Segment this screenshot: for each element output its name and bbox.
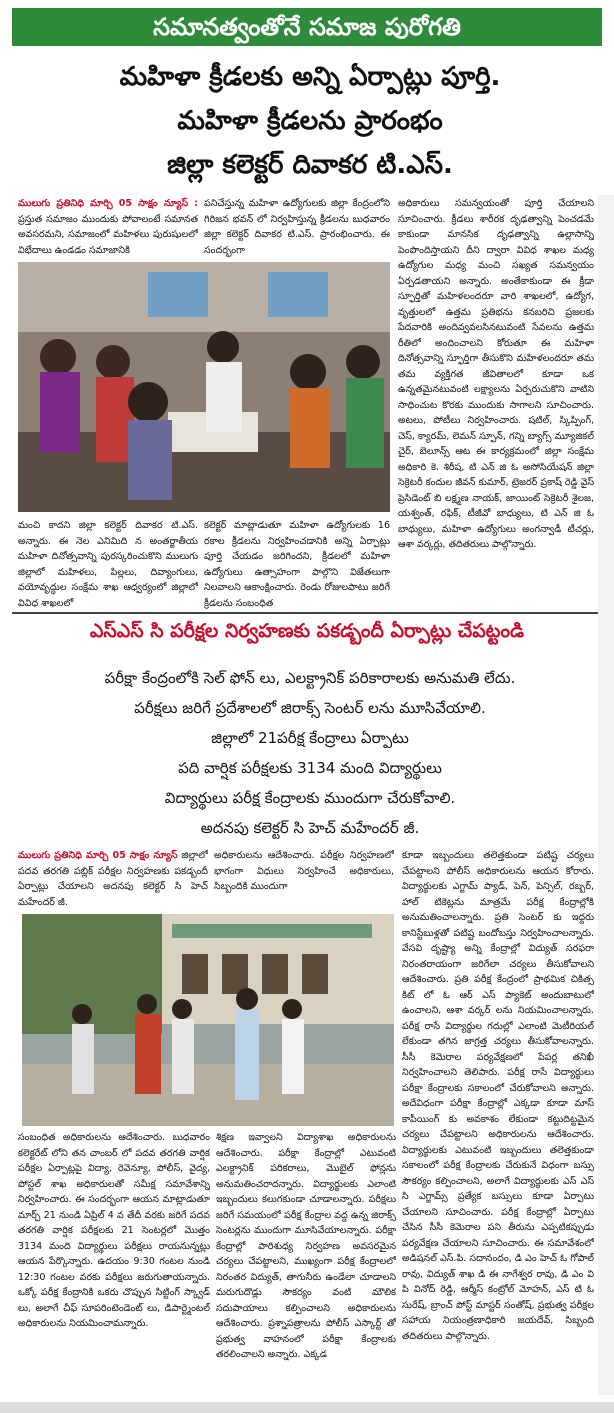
story2-deck-line-2: పరీక్షలు జరిగే ప్రదేశాలలో జిరాక్స్ సెంటర్ లను మూసివేయాలి. xyxy=(134,699,486,717)
story1-dateline: ములుగు ప్రతినిధి మార్చి 05 సాక్షం న్యూస్ : xyxy=(18,198,198,209)
story1-column-2-top: పనిచేస్తున్న మహిళా ఉద్యోగులకు జిల్లా కేంద్రంలోని గిరిజన భవన్ లో నిర్వహిస్తున్న క్రీడలను బుధవారం జిల్లా కలెక్టర్ దివాకర టి.ఎస్. ప్రారంభించారు. ఈ సందర్భంగా xyxy=(204,198,390,256)
story1-column-1-top-text: ప్రస్తుత సమాజం ముందుకు పోవాలంటే సమానత అవసరమని, సమాజంలో మహిళలు పురుషులలో విభేదాలు ఉండడం సమాజానికి xyxy=(18,213,198,256)
story2-dateline: ములుగు ప్రతినిధి మార్చి 05 సాక్షం న్యూస్ xyxy=(18,850,178,861)
main-headline-line-1: మహిళా క్రీడలకు అన్ని ఏర్పాట్లు పూర్తి. xyxy=(119,62,501,92)
story2-deck-line-3: జిల్లాలో 21పరీక్ష కేంద్రాలు ఏర్పాటు xyxy=(211,729,409,747)
adjacent-page-margin xyxy=(598,195,614,1395)
story2-photo-exam-centre-visit xyxy=(22,914,394,1126)
story1-column-1-bottom: మంచి కాదని జిల్లా కలెక్టర్ దివాకర టి.ఎస్. అన్నారు. ఈ నెల ఎనిమిది న అంతర్జాతీయ మహిళా దినోత్సవాన్ని పురస్కరించుకొని ములుగు జిల్లాలో మహిళలు, పిల్లలు, దివ్యాంగులు, వయోవృద్ధుల సంక్షేమ శాఖ ఆధ్వర్యంలో జిల్లాలో వివిధ శాఖలలో xyxy=(18,520,198,609)
masthead-banner: సమానత్వంతోనే సమాజ పురోగతి xyxy=(12,8,602,46)
story2-deck-line-6: అదనపు కలెక్టర్ సి హెచ్ మహేందర్ జీ. xyxy=(200,819,420,837)
main-headline-line-2: మహిళా క్రీడలను ప్రారంభం xyxy=(177,106,443,136)
story2-headline: ఎస్ఎస్ సి పరీక్షల నిర్వహణకు పకడ్బందీ ఏర్పాట్లు చేపట్టండి xyxy=(89,620,525,642)
story2-column-3: కూడా ఇబ్బందులు తలెత్తకుండా పటిష్ట చర్యలు చేపట్టాలని పోలీస్ అధికారులను ఆయన కోరారు. విద్యార్థులకు ఎగ్జామ్ ప్యాడ్, పెన్, పెన్సిల్, రబ్బర్, హాల్ టికెట్లను మాత్రమే పరీక్ష కేంద్రాల్లోకి అనుమతించాలన్నారు. ప్రతి సెంటర్ కు ఇద్దరు కానిస్టేబుళ్లతో పటిష్ట బందోబస్తు నిర్వహించాలన్నారు. వేసవి దృష్ట్యా అన్ని కేంద్రాల్లో విద్యుత్ సరఫరా నిరంతరాయంగా జరిగేలా చర్యలు తీసుకోవాలని ఆదేశించారు. ప్రతి పరీక్ష కేంద్రంలో ప్రాథమిక చికిత్స కిట్ లో ఓ ఆర్ ఎస్ ప్యాకెట్ అందుబాటులో ఉంచాలని, ఆశా వర్కర్ లను నియమించాలన్నారు. పరీక్ష రాసే విద్యార్థుల గదుల్లో ఎలాంటి మెటీరియల్ లేకుండా తగిన జాగ్రత్త చర్యలు తీసుకోవాలన్నారు. సీసీ కెమెరాల పర్యవేక్షణలో పేపర్ల తనిఖీ నిర్వహించాలని తెలిపారు. పరీక్ష రాసే విద్యార్థులు పరీక్షా కేంద్రాలకు సకాలంలో చేరుకోవాలని అన్నారు. అదేవిధంగా పరీక్షా కేంద్రాల్లో ఎక్కడా కూడా మాస్ కాపీయింగ్ కు అవకాశం లేకుండా కట్టుదిట్టమైన చర్యలు చేపట్టాలని అధికారులను ఆదేశించారు. విద్యార్థులకు ఎటువంటి ఇబ్బందులు తలెత్తకుండా సకాలంలో పరీక్ష కేంద్రాలకు చేరుకునే విధంగా బస్సు సౌకర్యం కల్పించాలని, అలాగే విద్యార్థులకు ఎస్ ఎస్ సి ఎగ్జామ్స్ ప్రత్యేక బస్సులు కూడా ఏర్పాటు చేయాలని సూచించారు. పరీక్ష కేంద్రాల్లో ఏర్పాటు చేసిన సీసీ కెమెరాల పని తీరును ఎప్పటికప్పుడు పర్యవేక్షణ చేయాలని సూచించారు. ఈ సమావేశంలో అడిషనల్ ఎస్.పి. సదానందం, డి ఎం హెచ్ ఓ గోపాల్ రావు, విద్యుత్ శాఖ డి ఈ నాగేశ్వర రావు, డి ఎం వి పి వినోద్ రెడ్డి, ఆర్మీస్ కంట్రోల్ మోహన్, ఎస్ టి ఓ సురేష్, బ్రాంచ్ పోస్ట్ మాస్టర్ సంతోష్, ప్రభుత్వ పరీక్షల సహాయ నియంత్రణాధికారి జయదేవ్, సిబ్బంది తదితరులు పాల్గొన్నారు. xyxy=(402,850,594,1342)
story2-column-1-top xyxy=(18,848,208,910)
section-divider xyxy=(12,612,602,614)
story1-photo-women-chess xyxy=(18,262,390,512)
main-headline-line-3: జిల్లా కలెక్టర్ దివాకర టి.ఎస్. xyxy=(167,150,453,180)
page-bottom-edge xyxy=(0,1402,614,1413)
story2-column-2-top: అధికారులను ఆదేశించారు. పరీక్షల నిర్వహణలో భాగంగా విధులు నిర్వహించే అధికారులు, సిబ్బందికి ముందుగా xyxy=(214,850,394,892)
story1-column-3: అధికారులు సమన్వయంతో పూర్తి చేయాలని సూచించారు. క్రీడలు శారీరక దృఢత్వాన్ని పెంచడమే కాకుండా మానసిక దృఢత్వాన్ని ఉల్లాసాన్ని పెంపొందిస్తాయని దీని ద్వారా వివిధ శాఖల మధ్య ఉద్యోగుల మధ్య మంచి సఖ్యత సమన్వయం ఏర్పడతాయని అన్నారు. అంతేకాకుండా ఈ క్రీడా స్ఫూర్తితో మహిళలందరూ వారి శాఖలలో, ఉద్యోగ, వృత్తులలో ఉత్తమ ప్రతిభను కనబరిచి ప్రజలకు పేదవారికి అందివ్వవలసినటువంటి సేవలను ఉత్తమ రీతిలో అందించాలని కోరుతూ ఈ మహిళా దినోత్సవాన్ని స్ఫూర్తిగా తీసుకొని మహిళలందరూ తమ తమ వ్యక్తిగత జీవితాలలో కూడా ఒక ఉన్నతమైనటువంటి లక్ష్యాలను ఏర్పరుచుకొని వాటిని సాధించుట కొరకు ముందుకు సాగాలని సూచించారు. అటలు, పోటీలు నిర్వహించారు. షటిల్, స్కిప్పింగ్, చెస్, క్యారమ్, లెమన్ స్పూన్, గన్ని బ్యాగ్స్ మ్యూజికల్ చైర్, బెలూన్స్ ఆట ఈ కార్యక్రమంలో జిల్లా సంక్షేమ అధికారి కె. శిరీష, టి ఎన్ జి ఓ అసోసియేషన్ జిల్లా సెక్రెటరీ కందుల జీవన్ కుమార్, ట్రెజరర్ ప్రకాష్ రెడ్డి వైస్ ప్రెసిడెంట్ బి లక్ష్మణ నాయక్, జాయింట్ సెక్రెటరీ శైలజ, యశ్వంత్, రఫిక్, టీజీవో బాధ్యులు, టి ఎన్ జి ఓ బాధ్యులు, మహిళా ఉద్యోగులు అంగన్వాడీ టీచర్లు, ఆశా వర్కర్లు, తదితరులు పాల్గొన్నారు. xyxy=(398,198,594,550)
story2-column-1-top-text: జిల్లాలో పదవ తరగతి పబ్లిక్ పరీక్షల నిర్వహణకు పకడ్బందీ ఏర్పాట్లు చేయాలని అదనపు కలెక్టర్ సి హెచ్ మహేందర్ జీ. xyxy=(18,850,208,908)
story2-column-2-bottom: శిక్షణ ఇవ్వాలని విద్యాశాఖ అధికారులను ఆదేశించారు. పరీక్షా కేంద్రాల్లో ఎటువంటి ఎలక్ట్రానిక్ పరికరాలు, మొబైల్ ఫోన్లను అనుమతించరాదన్నారు. విద్యార్థులకు ఎలాంటి ఇబ్బందులు కలుగకుండా చూడాలన్నారు. పరీక్షలు జరిగే సమయంలో పరీక్ష కేంద్రాల వద్ద ఉన్న జిరాక్స్ సెంటర్లను ముందుగా మూసివేయాలన్నారు. పరీక్షా కేంద్రాల్లో పారిశుధ్య నిర్వహణ అవసరమైన చర్యలు చేపట్టాలని, ముఖ్యంగా పరీక్ష కేంద్రాలలో నిరంతర విద్యుత్, తాగునీరు ఉండేలా చూడాలని మరుగుదొడ్లు సౌకర్యం వంటి మౌలిక సదుపాయాలు కల్పించాలని అధికారులను ఆదేశించారు. ప్రశ్నాపత్రాలను పోలీస్ ఎస్కార్ట్ తో ప్రభుత్వ వాహనంలో పరీక్షా కేంద్రాలకు తరలించాలని అన్నారు. ఎక్కడ xyxy=(216,1132,396,1360)
story2-deck-line-4: పది వార్షిక పరీక్షలకు 3134 మంది విద్యార్థులు xyxy=(178,759,442,777)
story2-deck-line-1: పరీక్షా కేంద్రంలోకి సెల్ ఫోన్ లు, ఎలక్ట్రానిక్ పరికారాలకు అనుమతి లేదు. xyxy=(104,669,516,687)
story2-deck-line-5: విద్యార్థులు పరీక్ష కేంద్రాలకు ముందుగా చేరుకోవాలి. xyxy=(164,789,456,807)
story2-column-1-bottom: సంబంధిత అధికారులను ఆదేశించారు. బుధవారం కలెక్టరేట్ లోని తన చాంబర్ లో పదవ తరగతి వార్షిక పరీక్షల ఏర్పాట్లపై విద్యా, రెవెన్యూ, పోలీస్, వైద్య, పోస్టల్ శాఖ అధికారులతో సమీక్ష సమావేశాన్ని నిర్వహించారు. ఈ సందర్భంగా ఆయన మాట్లాడుతూ మార్చ్ 21 నుండి ఏప్రిల్ 4 వ తేదీ వరకు జరిగే పదవ తరగతి వార్షిక పరీక్షలకు 21 సెంటర్లలో మొత్తం 3134 మంది విద్యార్థులు పరీక్షలు రాయనున్నట్లు ఆయన పేర్కొన్నారు. ఉదయం 9:30 గంటల నుండి 12:30 గంటల వరకు పరీక్షలు జరుగుతాయన్నారు. ఒక్కో పరీక్ష కేంద్రానికి ఒకరు చొప్పున సిట్టింగ్ స్క్వాడ్ లు, అలాగే చీఫ్ సూపరింటెండెంట్ లు, డిపార్ట్మెంటల్ అధికారులను నియమించామన్నారు. xyxy=(18,1132,210,1329)
story1-column-1-top xyxy=(18,196,198,258)
story1-column-2-bottom: కలెక్టర్ మాట్లాడుతూ మహిళా ఉద్యోగులకు 16 రకాల క్రీడలను నిర్వహించడానికి అన్ని ఏర్పాట్లు పూర్తి చేయడం జరిగిందని, క్రీడలలో మహిళా ఉద్యోగులు ఉత్సాహంగా పాల్గొని విజేతలుగా నిలవాలని ఆకాంక్షించారు. రెండు రోజులపాటు జరిగే క్రీడలను సంబంధిత xyxy=(204,520,390,609)
